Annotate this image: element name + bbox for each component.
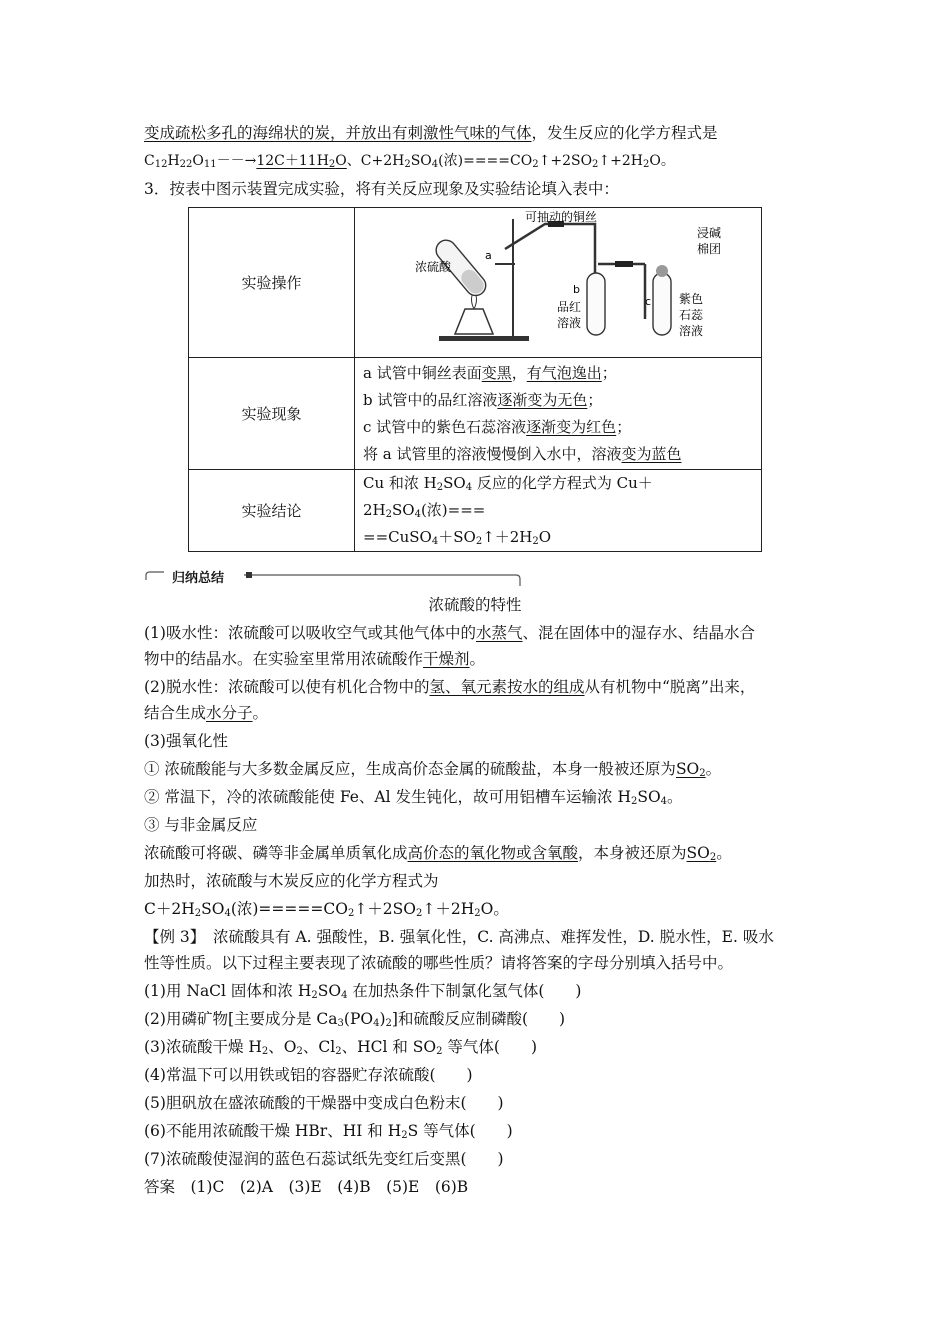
summary-p2b [144, 702, 268, 724]
p1b-end: 。 [469, 650, 486, 668]
test-tube-b [587, 273, 605, 335]
p3a-end: 。 [705, 760, 722, 778]
p1-post: 、混在固体中的湿存水、结晶水合 [522, 624, 755, 642]
p3d-mid: ，本身被还原为 [578, 844, 687, 862]
summary-p3f: $C+2H_2SO_4$(浓)$=====CO_2↑+2SO_2↑+2H_2O$。 [144, 900, 509, 919]
row-label-operation: 实验操作 [189, 208, 355, 358]
label-a: a [485, 248, 492, 262]
conclusion-cell [355, 470, 762, 552]
p3d-underline-2: SO [686, 844, 710, 862]
q3-text: (3)浓硫酸干燥 H [144, 1038, 262, 1056]
obs2-end: ； [587, 390, 603, 409]
summary-p3e: 加热时，浓硫酸与木炭反应的化学方程式为 [144, 872, 439, 890]
label-rongye: 溶液 [557, 315, 582, 330]
summary-p1 [144, 622, 755, 644]
label-pinhong: 品红 [557, 299, 582, 314]
summary-header [144, 566, 522, 590]
label-conc-acid: 浓硫酸 [415, 259, 452, 274]
table-row [189, 358, 762, 470]
answer-line: 答案 (1)C (2)A (3)E (4)B (5)E (6)B [144, 1178, 469, 1196]
obs4-text: 将 a 试管里的溶液慢慢倒入水中，溶液 [363, 444, 622, 463]
summary-title: 浓硫酸的特性 [428, 596, 522, 614]
p2b-end: 。 [252, 704, 269, 722]
label-soaked: 浸碱 [697, 225, 722, 240]
obs-line-4 [363, 441, 761, 468]
summary-p2 [144, 676, 755, 698]
obs1-underline-1: 变黑 [481, 363, 512, 382]
label-cotton: 棉团 [697, 241, 722, 256]
obs-line-2 [363, 387, 761, 414]
intro-line-1 [144, 122, 718, 144]
obs1-end: ； [601, 363, 617, 382]
label-b: b [573, 282, 580, 296]
example-line-1: 【例 3】 浓硫酸具有 A. 强酸性，B. 强氧化性，C. 高沸点、难挥发性，D. 脱水性，E. 吸水 [144, 928, 774, 946]
experiment-table [188, 207, 762, 552]
table-row [189, 470, 762, 552]
obs3-underline: 逐渐变为红色 [526, 417, 617, 436]
summary-p3c: ③ 与非金属反应 [144, 816, 258, 834]
p3d-end: 。 [716, 844, 732, 862]
label-c: c [645, 294, 652, 308]
obs-line-1 [363, 360, 761, 387]
intro-line-2: $C_{12}H_{22}O_{11}--\to 12C+11H_2O$、$C+2H_2SO_4$(浓)$====CO_2↑+2SO_2↑+2H_2O$。 [144, 153, 675, 170]
label-shirui: 石蕊 [679, 307, 704, 322]
tube-connector-2 [615, 261, 633, 267]
obs2-underline: 逐渐变为无色 [497, 390, 588, 409]
summary-p3: (3)强氧化性 [144, 732, 228, 750]
p1-underline: 水蒸气 [475, 624, 523, 642]
summary-tag: 归纳总结 [168, 567, 228, 586]
obs3-end: ； [616, 417, 632, 436]
example-line-2: 性等性质。以下过程主要表现了浓硫酸的哪些性质？请将答案的字母分别填入括号中。 [144, 954, 734, 972]
p2b-underline: 水分子 [206, 704, 253, 722]
eq-co2: CO [510, 153, 533, 169]
p2b-text: 结合生成 [144, 704, 207, 722]
p3d-text: 浓硫酸可将碳、磷等非金属单质氧化成 [144, 844, 408, 862]
summary-p1b [144, 648, 485, 670]
p1-text: (1)吸水性：浓硫酸可以吸收空气或其他气体中的 [144, 624, 476, 642]
eq-part2: 、C+2H [346, 153, 405, 169]
p3b-text: ② 常温下，冷的浓硫酸能使 Fe、Al 发生钝化，故可用铝槽车运输浓 H [144, 788, 631, 806]
alcohol-lamp [455, 309, 493, 334]
intro-line-3: 3．按表中图示装置完成实验，将有关反应现象及实验结论填入表中： [144, 180, 619, 198]
question-6: (6)不能用浓硫酸干燥 HBr、HI 和 $H_2S$ 等气体( ) [144, 1122, 513, 1141]
obs1-comma: ， [511, 363, 527, 382]
concl2-text: ==CuSO [363, 528, 432, 546]
conclusion-line-1: Cu 和浓 $H_2SO_4$ 反应的化学方程式为 $Cu+2H_2SO_4$(浓)=== [363, 474, 653, 520]
q6-text: (6)不能用浓硫酸干燥 HBr、HI 和 H [144, 1122, 402, 1140]
label-copper-wire: 可抽动的铜丝 [525, 209, 598, 224]
summary-p3a: ① 浓硫酸能与大多数金属反应，生成高价态金属的硫酸盐，本身一般被还原为$SO_2$。 [144, 760, 722, 779]
question-1: (1)用 NaCl 固体和浓 $H_2SO_4$ 在加热条件下制氯化氢气体( ) [144, 982, 582, 1001]
phenomenon-cell [355, 358, 762, 470]
delivery-tube [505, 224, 585, 249]
question-3: (3)浓硫酸干燥 $H_2$、$O_2$、$Cl_2$、HCl 和 $SO_2$ 等气体( ) [144, 1038, 537, 1057]
label-zise: 紫色 [679, 291, 704, 306]
conclusion-line-2: $==CuSO_4+SO_2↑+2H_2O$ [363, 528, 552, 547]
obs2-text: b 试管中的品红溶液 [363, 390, 498, 409]
obs4-underline: 变为蓝色 [621, 444, 682, 463]
q2-text: (2)用磷矿物[主要成分是 Ca [144, 1010, 338, 1028]
p2-text: (2)脱水性：浓硫酸可以使有机化合物中的 [144, 678, 430, 696]
p1b-underline: 干燥剂 [423, 650, 470, 668]
eq-c: C [144, 153, 155, 169]
summary-p3b: ② 常温下，冷的浓硫酸能使 Fe、Al 发生钝化，故可用铝槽车运输浓 $H_2SO_4$。 [144, 788, 683, 807]
p1b-text: 物中的结晶水。在实验室里常用浓硫酸作 [144, 650, 424, 668]
label-rongye2: 溶液 [679, 323, 704, 338]
summary-p3d: 浓硫酸可将碳、磷等非金属单质氧化成高价态的氧化物或含氧酸，本身被还原为$SO_2$。 [144, 844, 732, 863]
concl1-text: Cu 和浓 H [363, 474, 437, 492]
question-5: (5)胆矾放在盛浓硫酸的干燥器中变成白色粉末( ) [144, 1094, 504, 1112]
p3d-underline: 高价态的氧化物或含氧酸 [407, 844, 579, 862]
obs-line-3 [363, 414, 761, 441]
row-label-conclusion: 实验结论 [189, 470, 355, 552]
intro-underline-1: 变成疏松多孔的海绵状的炭，并放出有刺激性气味的气体 [144, 124, 532, 142]
p3f-text: C＋2H [144, 900, 195, 918]
q1-text: (1)用 NaCl 固体和浓 H [144, 982, 312, 1000]
p2-post: 从有机物中“脱离”出来， [584, 678, 756, 696]
question-7: (7)浓硫酸使湿润的蓝色石蕊试纸先变红后变黑( ) [144, 1150, 504, 1168]
apparatus-figure-cell [355, 208, 762, 358]
question-4: (4)常温下可以用铁或铝的容器贮存浓硫酸( ) [144, 1066, 473, 1084]
intro-text-1: ，发生反应的化学方程式是 [531, 124, 718, 142]
obs3-text: c 试管中的紫色石蕊溶液 [363, 417, 527, 436]
obs1-underline-2: 有气泡逸出 [526, 363, 602, 382]
table-row [189, 208, 762, 358]
obs1-text: a 试管中铜丝表面 [363, 363, 482, 382]
p3a-text: ① 浓硫酸能与大多数金属反应，生成高价态金属的硫酸盐，本身一般被还原为 [144, 760, 676, 778]
p3a-underline: SO [675, 760, 700, 778]
stand-base [439, 336, 529, 341]
p2-underline: 氢、氧元素按水的组成 [429, 678, 585, 696]
cotton-ball [656, 265, 668, 277]
test-tube-c [653, 273, 671, 335]
eq-product: 12C＋11H [256, 153, 329, 169]
question-2: (2)用磷矿物[主要成分是 $Ca_3(PO_4)_2$]和硫酸反应制磷酸( ) [144, 1010, 566, 1029]
apparatus-diagram [355, 209, 761, 357]
row-label-phenomenon: 实验现象 [189, 358, 355, 470]
